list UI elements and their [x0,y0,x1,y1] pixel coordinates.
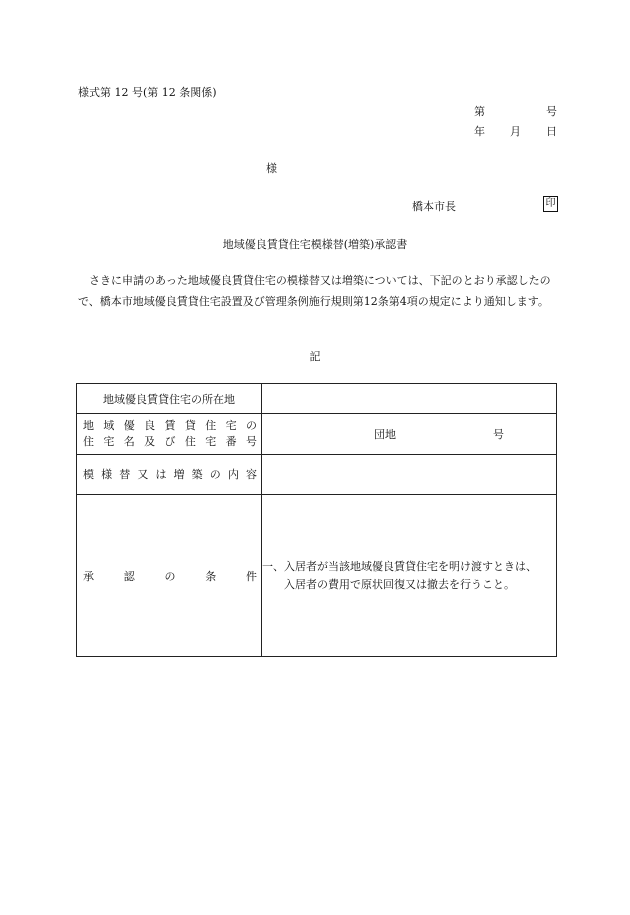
housing-name-label-line2: 住 宅 名 及 び 住 宅 番 号 [83,435,257,448]
issuer-name: 橋本市長 [412,200,456,213]
table-row [77,414,557,455]
room-number-suffix: 号 [493,428,504,441]
alteration-content-label: 模 様 替 又 は 増 築 の 内 容 [77,455,262,495]
month-label: 月 [510,125,521,138]
approval-conditions-label: 承 認 の 条 件 [77,495,262,657]
seal-mark: 印 [543,196,558,212]
danchi-label: 団地 [374,428,396,441]
addressee-honorific: 様 [266,162,277,175]
number-prefix-label: 第 [474,105,485,118]
year-label: 年 [474,125,485,138]
approval-conditions-value [262,495,557,657]
approval-table [76,383,557,657]
condition-line-1: 一、入居者が当該地域優良賃貸住宅を明け渡すときは、 [262,559,537,573]
table-row [77,495,557,657]
housing-name-label [77,414,262,455]
housing-name-value [262,414,557,455]
table-row [77,455,557,495]
document-title: 地域優良賃貸住宅模様替(増築)承認書 [222,238,408,251]
alteration-content-value [262,455,557,495]
location-label: 地域優良賃貸住宅の所在地 [77,384,262,414]
form-number: 様式第 12 号(第 12 条関係) [78,86,217,99]
ki-heading: 記 [309,350,321,363]
housing-name-label-line1: 地 域 優 良 賃 貸 住 宅 の [83,419,257,432]
body-text: さきに申請のあった地域優良賃貸住宅の模様替又は増築については、下記のとおり承認したので、橋本市地域優良賃貸住宅設置及び管理条例施行規則第12条第4項の規定により通知します。 [78,274,551,308]
day-label: 日 [546,125,557,138]
condition-line-2: 入居者の費用で原状回復又は撤去を行うこと。 [284,577,515,591]
location-value [262,384,557,414]
table-row [77,384,557,414]
number-suffix-label: 号 [546,105,557,118]
